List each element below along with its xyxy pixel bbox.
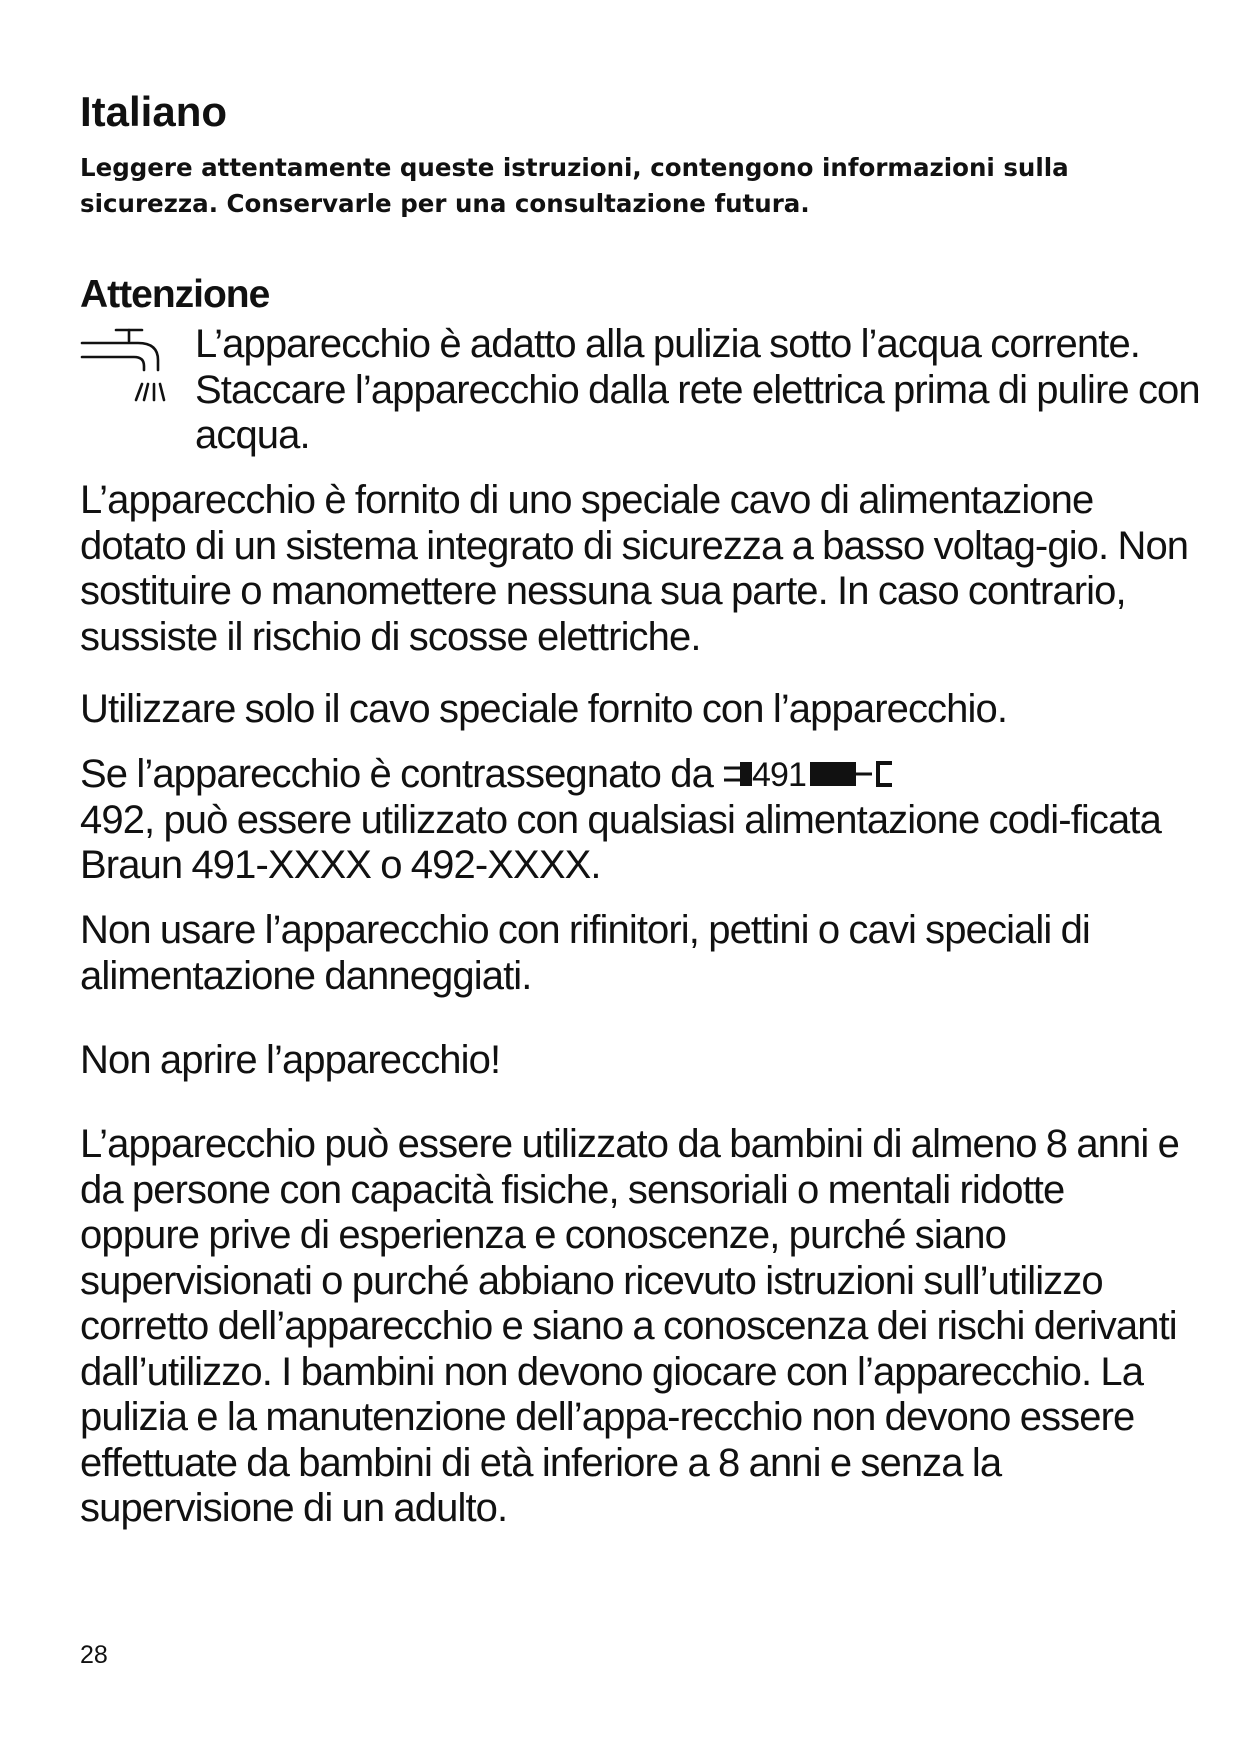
page-number: 28: [80, 1641, 108, 1669]
running-water-tap-icon: [80, 324, 172, 404]
marking-number: 491: [752, 757, 807, 792]
plug-symbol-icon: [722, 757, 902, 791]
power-supply-marking: [722, 756, 902, 790]
marking-paragraph: [80, 752, 1190, 889]
marking-text-after: 492, può essere utilizzato con qualsiasi alimentazione codi-ficata Braun 491-XXXX o 492-XXXX.: [80, 797, 1161, 887]
warning-heading: Attenzione: [80, 273, 270, 316]
children-use-paragraph: L’apparecchio può essere utilizzato da bambini di almeno 8 anni e da persone con capacità fisiche, sensoriali o mentali ridotte oppure prive di esperienza e conoscenze, purché siano supervisionati o purché abbiano ricevuto istruzioni sull’utilizzo corretto dell’apparecchio e siano a conoscenza dei rischi derivanti dall’utilizzo. I bambini non devono giocare con l’apparecchio. La pulizia e la manutenzione dell’appa-recchio non devono essere effettuate da bambini di età inferiore a 8 anni e senza la supervisione di un adulto.: [80, 1122, 1179, 1530]
warning-text: L’apparecchio è adatto alla pulizia sotto l’acqua corrente. Staccare l’apparecchio dalla rete elettrica prima di pulire con acqua.: [195, 322, 1200, 457]
use-supplied-cord-paragraph: Utilizzare solo il cavo speciale fornito con l’apparecchio.: [80, 687, 1008, 731]
do-not-open-paragraph: Non aprire l’apparecchio!: [80, 1038, 501, 1082]
intro-notice: Leggere attentamente queste istruzioni, contengono informazioni sulla sicurezza. Conservarle per una consultazione futura.: [80, 153, 1069, 218]
marking-text-before: Se l’apparecchio è contrassegnato da: [80, 752, 713, 796]
language-heading: Italiano: [80, 88, 228, 135]
damaged-parts-paragraph: Non usare l’apparecchio con rifinitori, pettini o cavi speciali di alimentazione danneggiati.: [80, 908, 1090, 998]
special-cord-paragraph: L’apparecchio è fornito di uno speciale cavo di alimentazione dotato di un sistema integrato di sicurezza a basso voltag-gio. Non sostituire o manomettere nessuna sua parte. In caso contrario, sussiste il rischio di scosse elettriche.: [80, 478, 1189, 659]
